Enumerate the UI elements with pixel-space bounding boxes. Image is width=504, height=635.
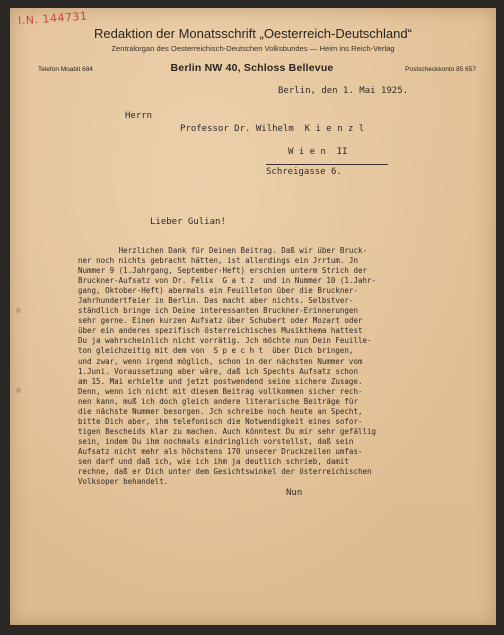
body-line: Aufsatz nicht mehr als höchstens 170 unserer Druckzeilen umfas- xyxy=(78,446,363,456)
body-line: Du ja wahrscheinlich nicht vorrätig. Jch möchte nun Dein Feuille- xyxy=(78,336,372,346)
punch-hole-mark xyxy=(16,308,21,313)
body-line: über ein anderes spezifisch österreichisches Musikthema hattest xyxy=(78,326,363,336)
letter-date: Berlin, den 1. Mai 1925. xyxy=(278,86,409,96)
body-line: sein, indem Du ihm nochmals eindringlich vorstellst, daß sein xyxy=(78,436,354,446)
body-line: sehr gerne. Einen kurzen Aufsatz über Schubert oder Mozart oder xyxy=(78,316,363,326)
body-line: Bruckner-Aufsatz von Dr. Felix G a t z und in Nummer 10 (1.Jahr- xyxy=(78,276,377,286)
body-line: die nächste Nummer besorgen. Jch schreibe noch heute an Specht, xyxy=(78,406,363,416)
recipient-city: W i e n II xyxy=(288,147,348,157)
body-line: bitte Dich aber, ihm telefonisch die Notwendigkeit eines sofor- xyxy=(78,416,363,426)
body-line: ner noch nichts gebracht hätten, ist allerdings ein Jrrtum. Jn xyxy=(78,256,358,266)
body-line: Denn, wenn ich nicht mit diesem Beitrag vollkommen sicher rech- xyxy=(78,386,363,396)
body-line: tigen Bescheids klar zu machen. Auch könntest Du mir sehr gefällig xyxy=(78,426,377,436)
body-line: ton gleichzeitig mit dem von S p e c h t über Dich bringen, xyxy=(78,346,354,356)
recipient-street: Schreigasse 6. xyxy=(266,167,342,177)
letter-greeting: Lieber Gulian! xyxy=(150,217,226,227)
body-line: Nummer 9 (1.Jahrgang, September-Heft) erschien unterm Strich der xyxy=(78,266,367,276)
body-line: ständlich bringe ich Deine interessanten Bruckner-Erinnerungen xyxy=(78,306,358,316)
letter-page xyxy=(10,8,496,625)
letterhead-phone: Telefon Moabit 684 xyxy=(38,66,93,73)
letter-signature: Nun xyxy=(286,488,303,498)
body-line: Volksoper behandelt. xyxy=(78,477,169,487)
letterhead-subtitle: Zentralorgan des Oesterreichisch-Deutschen Volksbundes — Heim ins Reich-Verlag xyxy=(111,44,395,53)
body-line: Jahrhundertfeier in Berlin. Das macht aber nichts. Selbstver- xyxy=(78,296,354,306)
letterhead-address: Berlin NW 40, Schloss Bellevue xyxy=(170,62,334,74)
body-line: und zwar, wenn irgend möglich, schon in der nächsten Nummer vom xyxy=(78,356,363,366)
recipient-salutation: Herrn xyxy=(125,111,153,121)
letter-body xyxy=(78,246,494,487)
recipient-name: Professor Dr. Wilhelm K i e n z l xyxy=(180,124,365,134)
body-line: nen kann, muß ich doch gleich andere literarische Beiträge für xyxy=(78,396,358,406)
archive-number: I.N. 144731 xyxy=(17,9,88,28)
letterhead-account: Postscheckkonto 85 657 xyxy=(405,66,476,73)
body-line: 1.Juni. Voraussetzung aber wäre, daß ich Spechts Aufsatz schon xyxy=(78,366,358,376)
body-line: am 15. Mai erhielte und jetzt postwendend seine sichere Zusage. xyxy=(78,376,363,386)
letterhead-title: Redaktion der Monatsschrift „Oesterreich-Deutschland“ xyxy=(94,26,412,41)
body-line: Herzlichen Dank für Deinen Beitrag. Daß wir über Bruck- xyxy=(78,246,367,255)
body-line: sen darf und daß ich, wie ich ihm ja deutlich schrieb, damit xyxy=(78,456,349,466)
recipient-city-underline xyxy=(266,164,388,165)
body-line: rechne, daß er Dich unter dem Gesichtswinkel der österreichischen xyxy=(78,467,372,477)
punch-hole-mark xyxy=(16,388,21,393)
body-line: gang, Oktober-Heft) abermals ein Feuilleton über die Bruckner- xyxy=(78,286,358,296)
